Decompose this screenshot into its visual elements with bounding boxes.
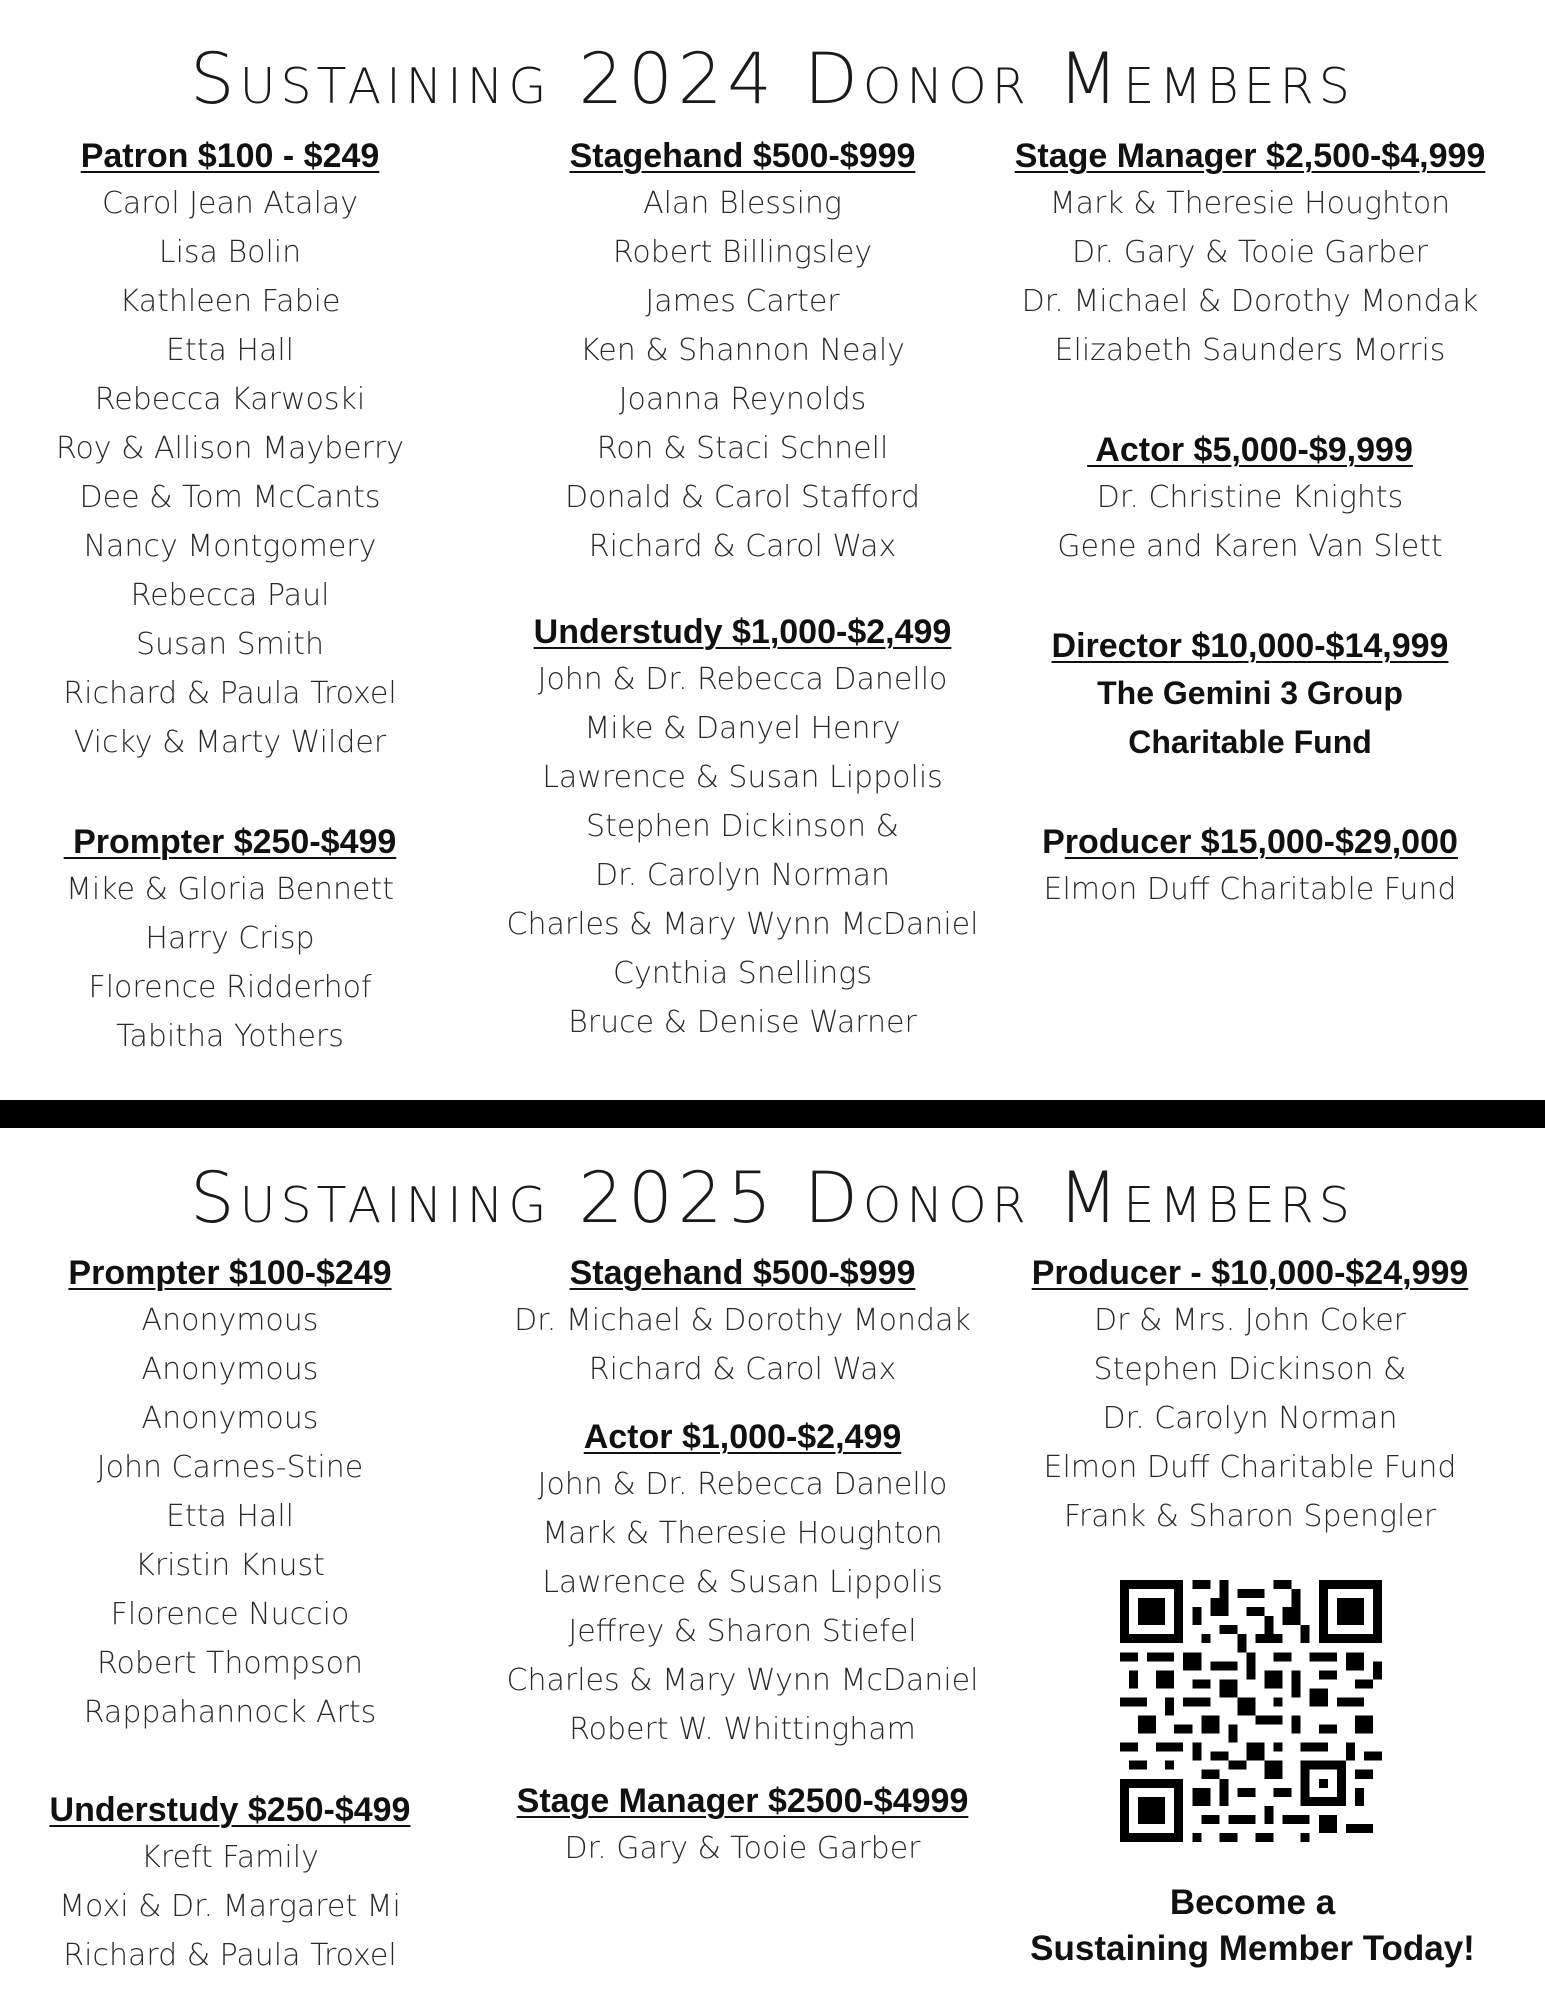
donor-name: Dr. Carolyn Norman	[595, 858, 890, 893]
tier-producer-2025	[985, 1250, 1515, 1541]
donor-list	[490, 179, 995, 571]
tier-understudy-2025	[20, 1787, 440, 1980]
tier-heading: Understudy $1,000-$2,499	[533, 613, 952, 651]
donor-name: John & Dr. Rebecca Danello	[537, 662, 948, 697]
col-2025-2	[490, 1250, 995, 1927]
tier-heading: Understudy $250-$499	[49, 1791, 411, 1829]
donor-name: Alan Blessing	[643, 186, 842, 221]
donor-name: Stephen Dickinson &	[1093, 1352, 1407, 1387]
tier-heading: Stagehand $500-$999	[569, 1254, 916, 1292]
donor-name: Florence Nuccio	[110, 1597, 350, 1632]
donor-name: Mark & Theresie Houghton	[542, 1516, 943, 1551]
donor-name: Moxi & Dr. Margaret Mi	[59, 1889, 401, 1924]
donor-name: Richard & Paula Troxel	[63, 676, 397, 711]
tier-heading: Prompter $100-$249	[68, 1254, 392, 1292]
donor-name: Harry Crisp	[145, 921, 315, 956]
donor-name: Ken & Shannon Nealy	[580, 333, 905, 368]
donor-name: Tabitha Yothers	[116, 1019, 344, 1054]
heading-rest: roducer $15,000-$29,000	[1064, 823, 1458, 861]
donor-name: Richard & Carol Wax	[588, 529, 897, 564]
donor-name: Nancy Montgomery	[83, 529, 377, 564]
donor-name: Roy & Allison Mayberry	[55, 431, 405, 466]
donor-name: Robert Thompson	[97, 1646, 363, 1681]
donor-name: James Carter	[645, 284, 840, 319]
donor-name: The Gemini 3 Group	[1097, 675, 1403, 711]
col-2025-1	[20, 1250, 440, 2000]
donor-name: Etta Hall	[165, 333, 294, 368]
donor-name: Bruce & Denise Warner	[568, 1005, 917, 1040]
cta-line-2: Sustaining Member Today!	[1030, 1929, 1475, 1968]
tier-prompter-2025	[20, 1250, 440, 1737]
tier-stagehand-2024	[490, 133, 995, 571]
tier-actor-2024	[985, 427, 1515, 571]
donor-name: Lawrence & Susan Lippolis	[542, 1565, 943, 1600]
donor-name: Kreft Family	[141, 1840, 319, 1875]
donor-list	[985, 473, 1515, 571]
donor-list	[985, 179, 1515, 375]
donor-name: Joanna Reynolds	[618, 382, 867, 417]
donor-name: Elmon Duff Charitable Fund	[1043, 1450, 1457, 1485]
donor-name: Rebecca Paul	[130, 578, 330, 613]
section-divider	[0, 1100, 1545, 1128]
tier-patron-2024	[20, 133, 440, 767]
tier-heading: Patron $100 - $249	[80, 137, 380, 175]
donor-name: Dr. Gary & Tooie Garber	[1071, 235, 1428, 270]
donor-list	[20, 1833, 440, 1980]
donor-name: Etta Hall	[165, 1499, 294, 1534]
tier-understudy-2024	[490, 609, 995, 1047]
tier-director-2024	[985, 623, 1515, 767]
donor-list	[490, 1824, 995, 1873]
tier-heading: Actor $1,000-$2,499	[583, 1418, 902, 1456]
donor-name: Charitable Fund	[1128, 724, 1372, 760]
donor-name: Stephen Dickinson &	[586, 809, 899, 844]
donor-name: Dr. Michael & Dorothy Mondak	[1021, 284, 1479, 319]
tier-heading: Stagehand $500-$999	[569, 137, 916, 175]
tier-prompter-2024	[20, 819, 440, 1061]
donor-name: Dr & Mrs. John Coker	[1094, 1303, 1406, 1338]
donor-name: John & Dr. Rebecca Danello	[537, 1467, 948, 1502]
title-2024: Sustaining 2024 Donor Members	[190, 38, 1355, 120]
donor-name: Carol Jean Atalay	[101, 186, 359, 221]
donor-name: Vicky & Marty Wilder	[73, 725, 387, 760]
donor-name: Mike & Danyel Henry	[584, 711, 901, 746]
donor-list	[985, 1296, 1515, 1541]
tier-stage-manager-2025	[490, 1778, 995, 1873]
tier-heading: Stage Manager $2500-$4999	[516, 1782, 969, 1820]
tier-heading	[985, 819, 1515, 865]
donor-name: Anonymous	[141, 1401, 319, 1436]
donor-name: Richard & Carol Wax	[588, 1352, 897, 1387]
donor-name: Lisa Bolin	[158, 235, 302, 270]
donor-name: Susan Smith	[136, 627, 324, 662]
tier-heading: Actor $5,000-$9,999	[1087, 431, 1413, 469]
donor-name: Jeffrey & Sharon Stiefel	[568, 1614, 917, 1649]
donor-name: Florence Ridderhof	[88, 970, 372, 1005]
donor-name: Richard & Paula Troxel	[63, 1938, 397, 1973]
donor-name: Kathleen Fabie	[119, 284, 341, 319]
donor-list	[20, 179, 440, 767]
donor-list	[490, 1296, 995, 1394]
qr-code-icon[interactable]	[1105, 1580, 1397, 1842]
donor-name: Lawrence & Susan Lippolis	[542, 760, 943, 795]
donor-list	[20, 865, 440, 1061]
tier-heading: Prompter $250-$499	[63, 823, 397, 861]
donor-name: Rappahannock Arts	[83, 1695, 377, 1730]
col-2024-1	[20, 133, 440, 1115]
donor-list	[490, 1460, 995, 1754]
tier-stagehand-2025	[490, 1250, 995, 1394]
donor-name: Elmon Duff Charitable Fund	[1043, 872, 1457, 907]
donor-name: Anonymous	[141, 1352, 319, 1387]
donor-list	[490, 655, 995, 1047]
donor-name: Robert Billingsley	[612, 235, 873, 270]
donor-name: Rebecca Karwoski	[94, 382, 366, 417]
donor-name: John Carnes-Stine	[96, 1450, 364, 1485]
donor-name: Charles & Mary Wynn McDaniel	[506, 1663, 979, 1698]
title-2025: Sustaining 2025 Donor Members	[190, 1157, 1355, 1239]
tier-heading: Director $10,000-$14,999	[1051, 627, 1449, 665]
donor-name: Dr. Michael & Dorothy Mondak	[514, 1303, 971, 1338]
donor-name: Kristin Knust	[135, 1548, 325, 1583]
tier-heading: Producer - $10,000-$24,999	[1031, 1254, 1469, 1292]
tier-actor-2025	[490, 1414, 995, 1754]
donor-name: Dr. Carolyn Norman	[1102, 1401, 1398, 1436]
heading-prefix: P	[1042, 823, 1065, 861]
donor-list	[985, 669, 1515, 767]
donor-list	[20, 1296, 440, 1737]
donor-name: Dr. Christine Knights	[1096, 480, 1404, 515]
cta-line-1: Become a	[1169, 1883, 1336, 1922]
donor-name: Dee & Tom McCants	[79, 480, 381, 515]
donor-name: Cynthia Snellings	[613, 956, 872, 991]
tier-producer-2024	[985, 819, 1515, 914]
col-2025-3	[985, 1250, 1515, 1595]
donor-name: Elizabeth Saunders Morris	[1054, 333, 1446, 368]
tier-stage-manager-2024	[985, 133, 1515, 375]
donor-name: Mark & Theresie Houghton	[1049, 186, 1451, 221]
call-to-action	[980, 1880, 1525, 1972]
donor-name: Mike & Gloria Bennett	[65, 872, 395, 907]
donor-name: Robert W. Whittingham	[569, 1712, 916, 1747]
donor-list	[985, 865, 1515, 914]
col-2024-2	[490, 133, 995, 1101]
col-2024-3	[985, 133, 1515, 968]
donor-name: Dr. Gary & Tooie Garber	[564, 1831, 921, 1866]
donor-name: Ron & Staci Schnell	[596, 431, 889, 466]
donor-name: Gene and Karen Van Slett	[1057, 529, 1443, 564]
donor-name: Frank & Sharon Spengler	[1063, 1499, 1437, 1534]
tier-heading: Stage Manager $2,500-$4,999	[1014, 137, 1486, 175]
donor-name: Anonymous	[141, 1303, 319, 1338]
donor-name: Charles & Mary Wynn McDaniel	[506, 907, 979, 942]
donor-name: Donald & Carol Stafford	[565, 480, 920, 515]
